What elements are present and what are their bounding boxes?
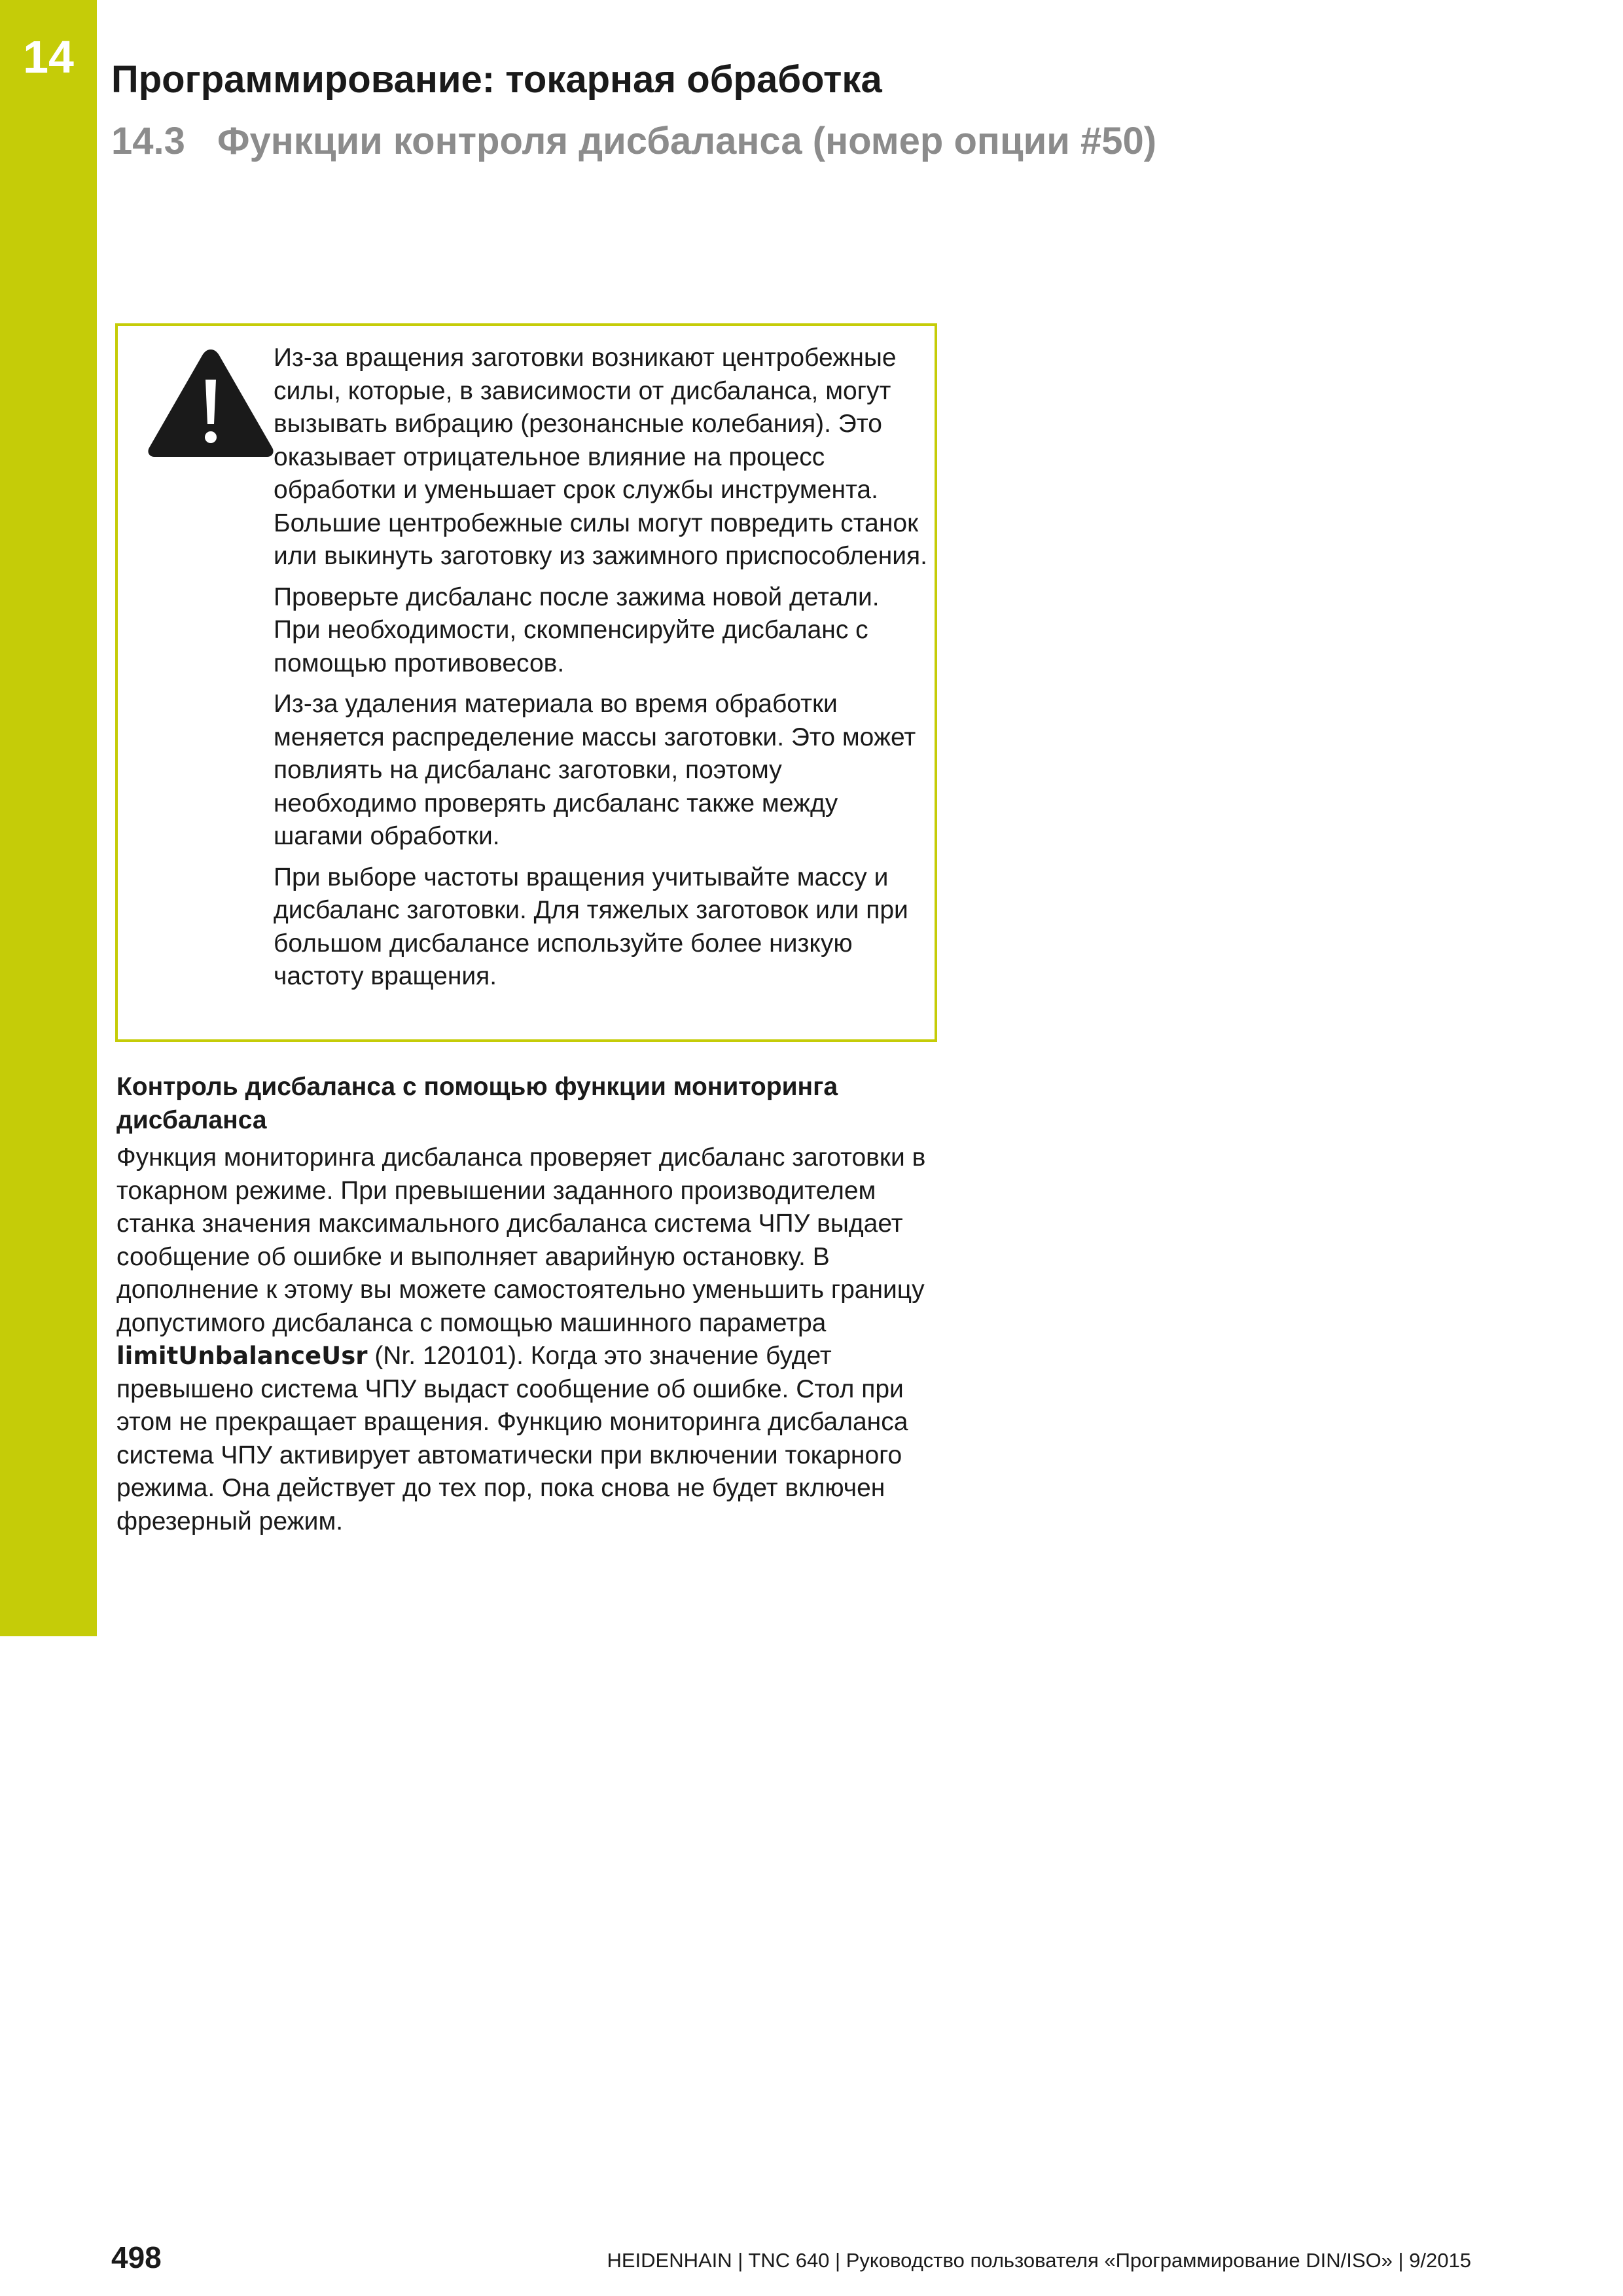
- warning-triangle-icon: [145, 346, 276, 461]
- machine-parameter-name: limitUnbalanceUsr: [116, 1342, 368, 1370]
- page-number: 498: [111, 2240, 162, 2274]
- chapter-sidebar-bar: [0, 0, 97, 1636]
- footer-text: HEIDENHAIN | TNC 640 | Руководство пользователя «Программирование DIN/ISO» | 9/2015: [607, 2249, 1471, 2272]
- warning-paragraph-3: Из-за удаления материала во время обработки меняется распределение массы заготовки. Это может повлиять на дисбаланс заготовки, поэтому необходимо проверять дисбаланс также между шагами обработки.: [274, 690, 916, 850]
- body-paragraph: [116, 1141, 961, 1538]
- chapter-number: 14: [23, 31, 74, 82]
- warning-paragraph-1: Из-за вращения заготовки возникают центробежные силы, которые, в зависимости от дисбаланса, могут вызывать вибрацию (резонансные колебания). Это оказывает отрицательное влияние на процесс обработки и уменьшает срок службы инструмента. Большие центробежные силы могут повредить станок или выкинуть заготовку из зажимного приспособления.: [274, 344, 927, 570]
- body-text-after-param: (Nr. 120101). Когда это значение будет превышено система ЧПУ выдаст сообщение об ошибке. Стол при этом не прекращает вращения. Функцию мониторинга дисбаланса система ЧПУ активирует автоматически при включении токарного режима. Она действует до тех пор, пока снова не будет включен фрезерный режим.: [116, 1342, 908, 1535]
- chapter-title: Программирование: токарная обработка: [111, 58, 882, 101]
- warning-text: [274, 342, 928, 1001]
- warning-paragraph-2: Проверьте дисбаланс после зажима новой детали. При необходимости, скомпенсируйте дисбаланс с помощью противовесов.: [274, 583, 880, 677]
- section-subheading: Контроль дисбаланса с помощью функции мониторинга дисбаланса: [116, 1073, 838, 1134]
- body-text-before-param: Функция мониторинга дисбаланса проверяет дисбаланс заготовки в токарном режиме. При превышении заданного производителем станка значения максимального дисбаланса система ЧПУ выдает сообщение об ошибке и выполняет аварийную остановку. В дополнение к этому вы можете самостоятельно уменьшить границу допустимого дисбаланса с помощью машинного параметра: [116, 1143, 926, 1337]
- warning-paragraph-4: При выборе частоты вращения учитывайте массу и дисбаланс заготовки. Для тяжелых заготовок или при большом дисбалансе используйте более низкую частоту вращения.: [274, 863, 908, 990]
- section-title-text: Функции контроля дисбаланса (номер опции #50): [217, 120, 1157, 162]
- warning-box: [115, 323, 937, 1042]
- section-title: [111, 120, 1156, 162]
- section-number: 14.3: [111, 120, 185, 162]
